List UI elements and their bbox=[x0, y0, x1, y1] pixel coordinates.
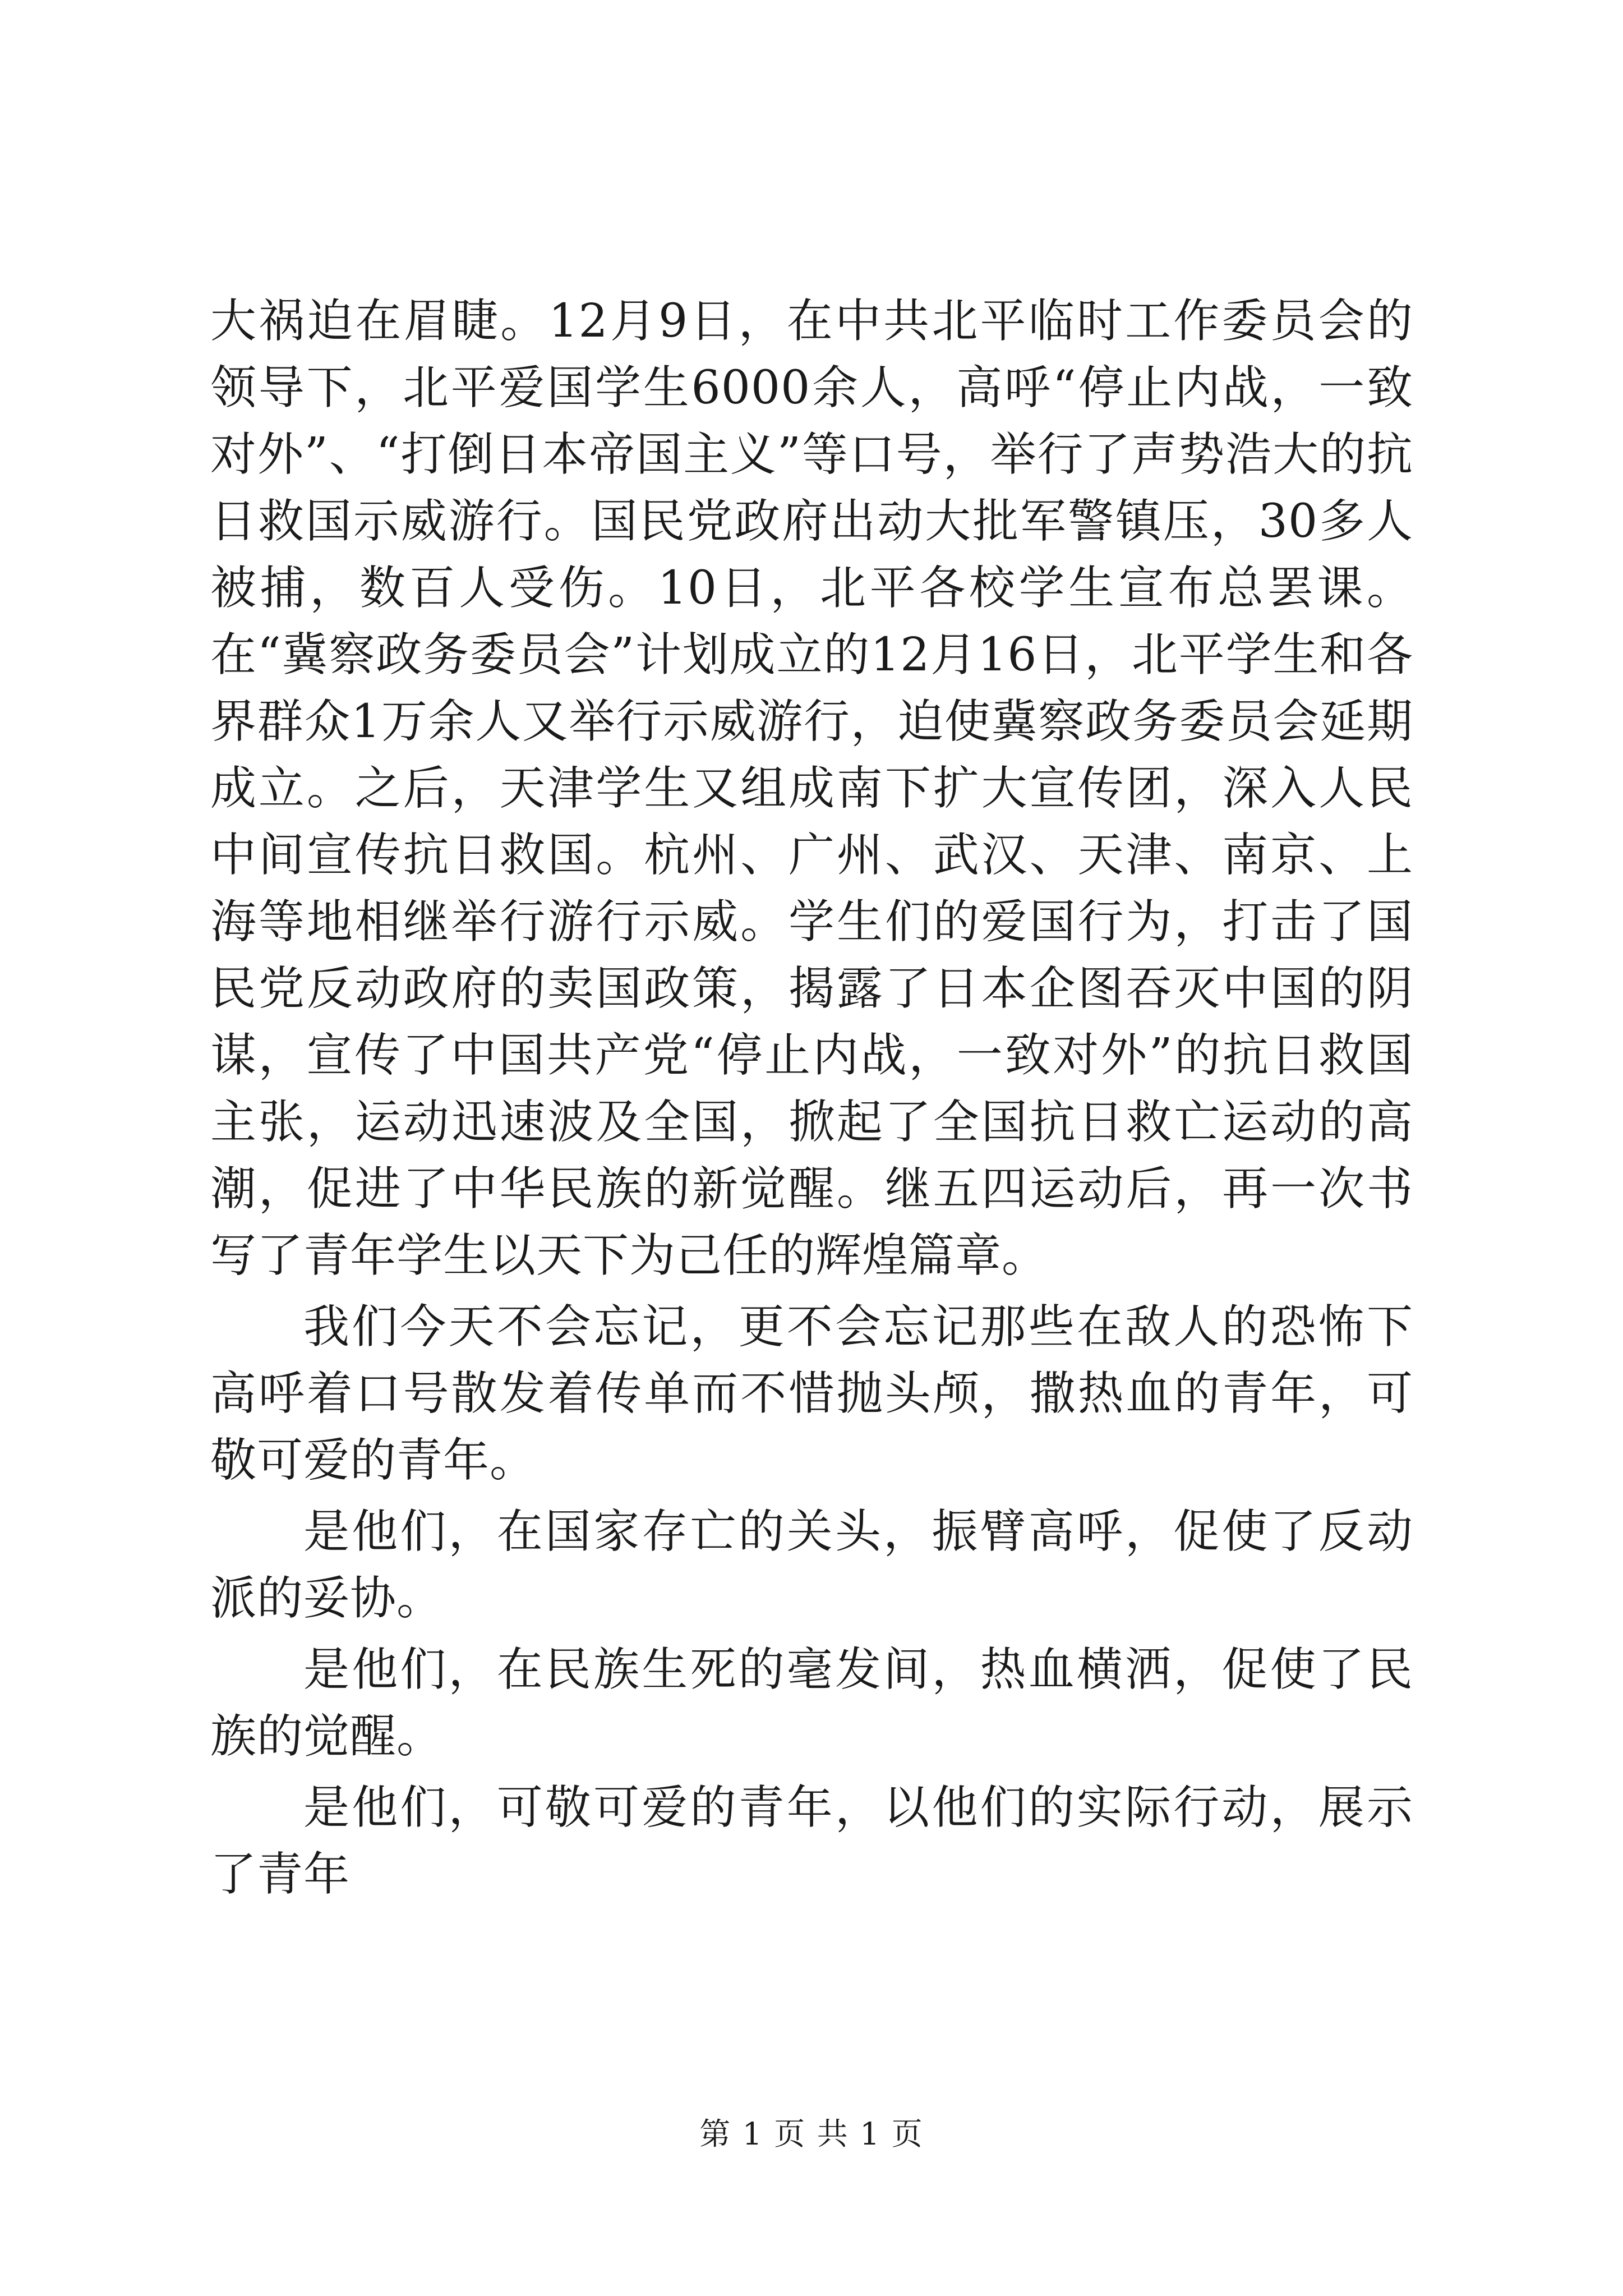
paragraph-3: 是他们，在国家存亡的关头，振臂高呼，促使了反动派的妥协。 bbox=[210, 1505, 1413, 1625]
paragraph-2: 我们今天不会忘记，更不会忘记那些在敌人的恐怖下高呼着口号散发着传单而不惜抛头颅，撒热血的青年，可敬可爱的青年。 bbox=[210, 1300, 1413, 1487]
paragraph-4: 是他们，在民族生死的毫发间，热血横洒，促使了民族的觉醒。 bbox=[210, 1643, 1413, 1763]
paragraph-1: 大祸迫在眉睫。12月9日，在中共北平临时工作委员会的领导下，北平爱国学生6000余人，高呼“停止内战，一致对外”、“打倒日本帝国主义”等口号，举行了声势浩大的抗日救国示威游行。国民党政府出动大批军警镇压，30多人被捕，数百人受伤。10日，北平各校学生宣布总罢课。在“冀察政务委员会”计划成立的12月16日，北平学生和各界群众1万余人又举行示威游行，迫使冀察政务委员会延期成立。之后，天津学生又组成南下扩大宣传团，深入人民中间宣传抗日救国。杭州、广州、武汉、天津、南京、上海等地相继举行游行示威。学生们的爱国行为，打击了国民党反动政府的卖国政策，揭露了日本企图吞灭中国的阴谋，宣传了中国共产党“停止内战，一致对外”的抗日救国主张，运动迅速波及全国，掀起了全国抗日救亡运动的高潮，促进了中华民族的新觉醒。继五四运动后，再一次书写了青年学生以天下为己任的辉煌篇章。 bbox=[210, 295, 1413, 1282]
paragraph-5: 是他们，可敬可爱的青年，以他们的实际行动，展示了青年 bbox=[210, 1781, 1413, 1901]
document-body bbox=[210, 288, 1413, 1912]
page-footer: 第 1 页 共 1 页 bbox=[699, 2116, 924, 2152]
